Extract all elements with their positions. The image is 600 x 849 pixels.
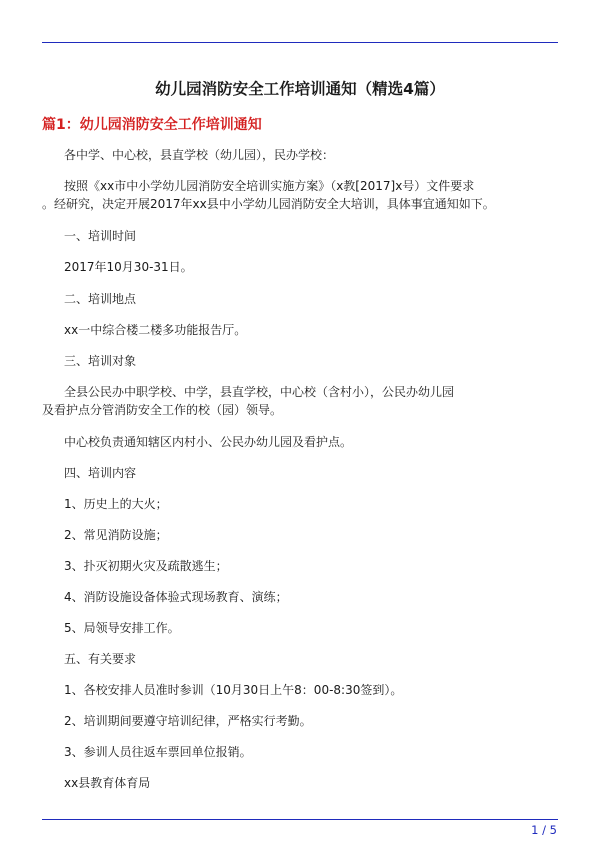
heading-training-target: 三、培训对象: [64, 354, 137, 368]
content-item: 4、消防设施设备体验式现场教育、演练；: [64, 590, 288, 604]
section-heading: 篇1：幼儿园消防安全工作培训通知: [42, 117, 262, 133]
content-item: 5、局领导安排工作。: [64, 621, 180, 635]
content-item: 3、扑灭初期火灾及疏散逃生；: [64, 559, 228, 573]
training-place: xx一中综合楼二楼多功能报告厅。: [64, 323, 247, 337]
intro-paragraph-line-2: 。经研究，决定开展2017年xx县中小学幼儿园消防安全大培训，具体事宜通知如下。: [42, 197, 495, 211]
notice-paragraph: 中心校负责通知辖区内村小、公民办幼儿园及看护点。: [64, 435, 353, 449]
requirement-item: 2、培训期间要遵守培训纪律，严格实行考勤。: [64, 714, 312, 728]
requirement-item: 1、各校安排人员准时参训（10月30日上午8：00-8:30签到）。: [64, 683, 403, 697]
page-indicator: 1 / 5: [531, 823, 557, 837]
content-item: 1、历史上的大火；: [64, 497, 168, 511]
training-time: 2017年10月30-31日。: [64, 260, 193, 274]
footer-rule: [42, 819, 558, 820]
intro-paragraph-line-1: 按照《xx市中小学幼儿园消防安全培训实施方案》（x教[2017]x号）文件要求: [64, 179, 475, 193]
training-target-line-1: 全县公民办中职学校、中学，县直学校，中心校（含村小），公民办幼儿园: [64, 385, 455, 399]
heading-requirements: 五、有关要求: [64, 652, 137, 666]
heading-training-place: 二、培训地点: [64, 292, 137, 306]
heading-training-content: 四、培训内容: [64, 466, 137, 480]
document-title: 幼儿园消防安全工作培训通知（精选4篇）: [155, 80, 445, 98]
recipients-line: 各中学、中心校，县直学校（幼儿园），民办学校：: [64, 148, 335, 162]
requirement-item: 3、参训人员往返车票回单位报销。: [64, 745, 252, 759]
heading-training-time: 一、培训时间: [64, 229, 137, 243]
header-rule: [42, 42, 558, 43]
training-target-line-2: 及看护点分管消防安全工作的校（园）领导。: [42, 403, 283, 417]
content-item: 2、常见消防设施；: [64, 528, 168, 542]
signature: xx县教育体育局: [64, 776, 151, 790]
